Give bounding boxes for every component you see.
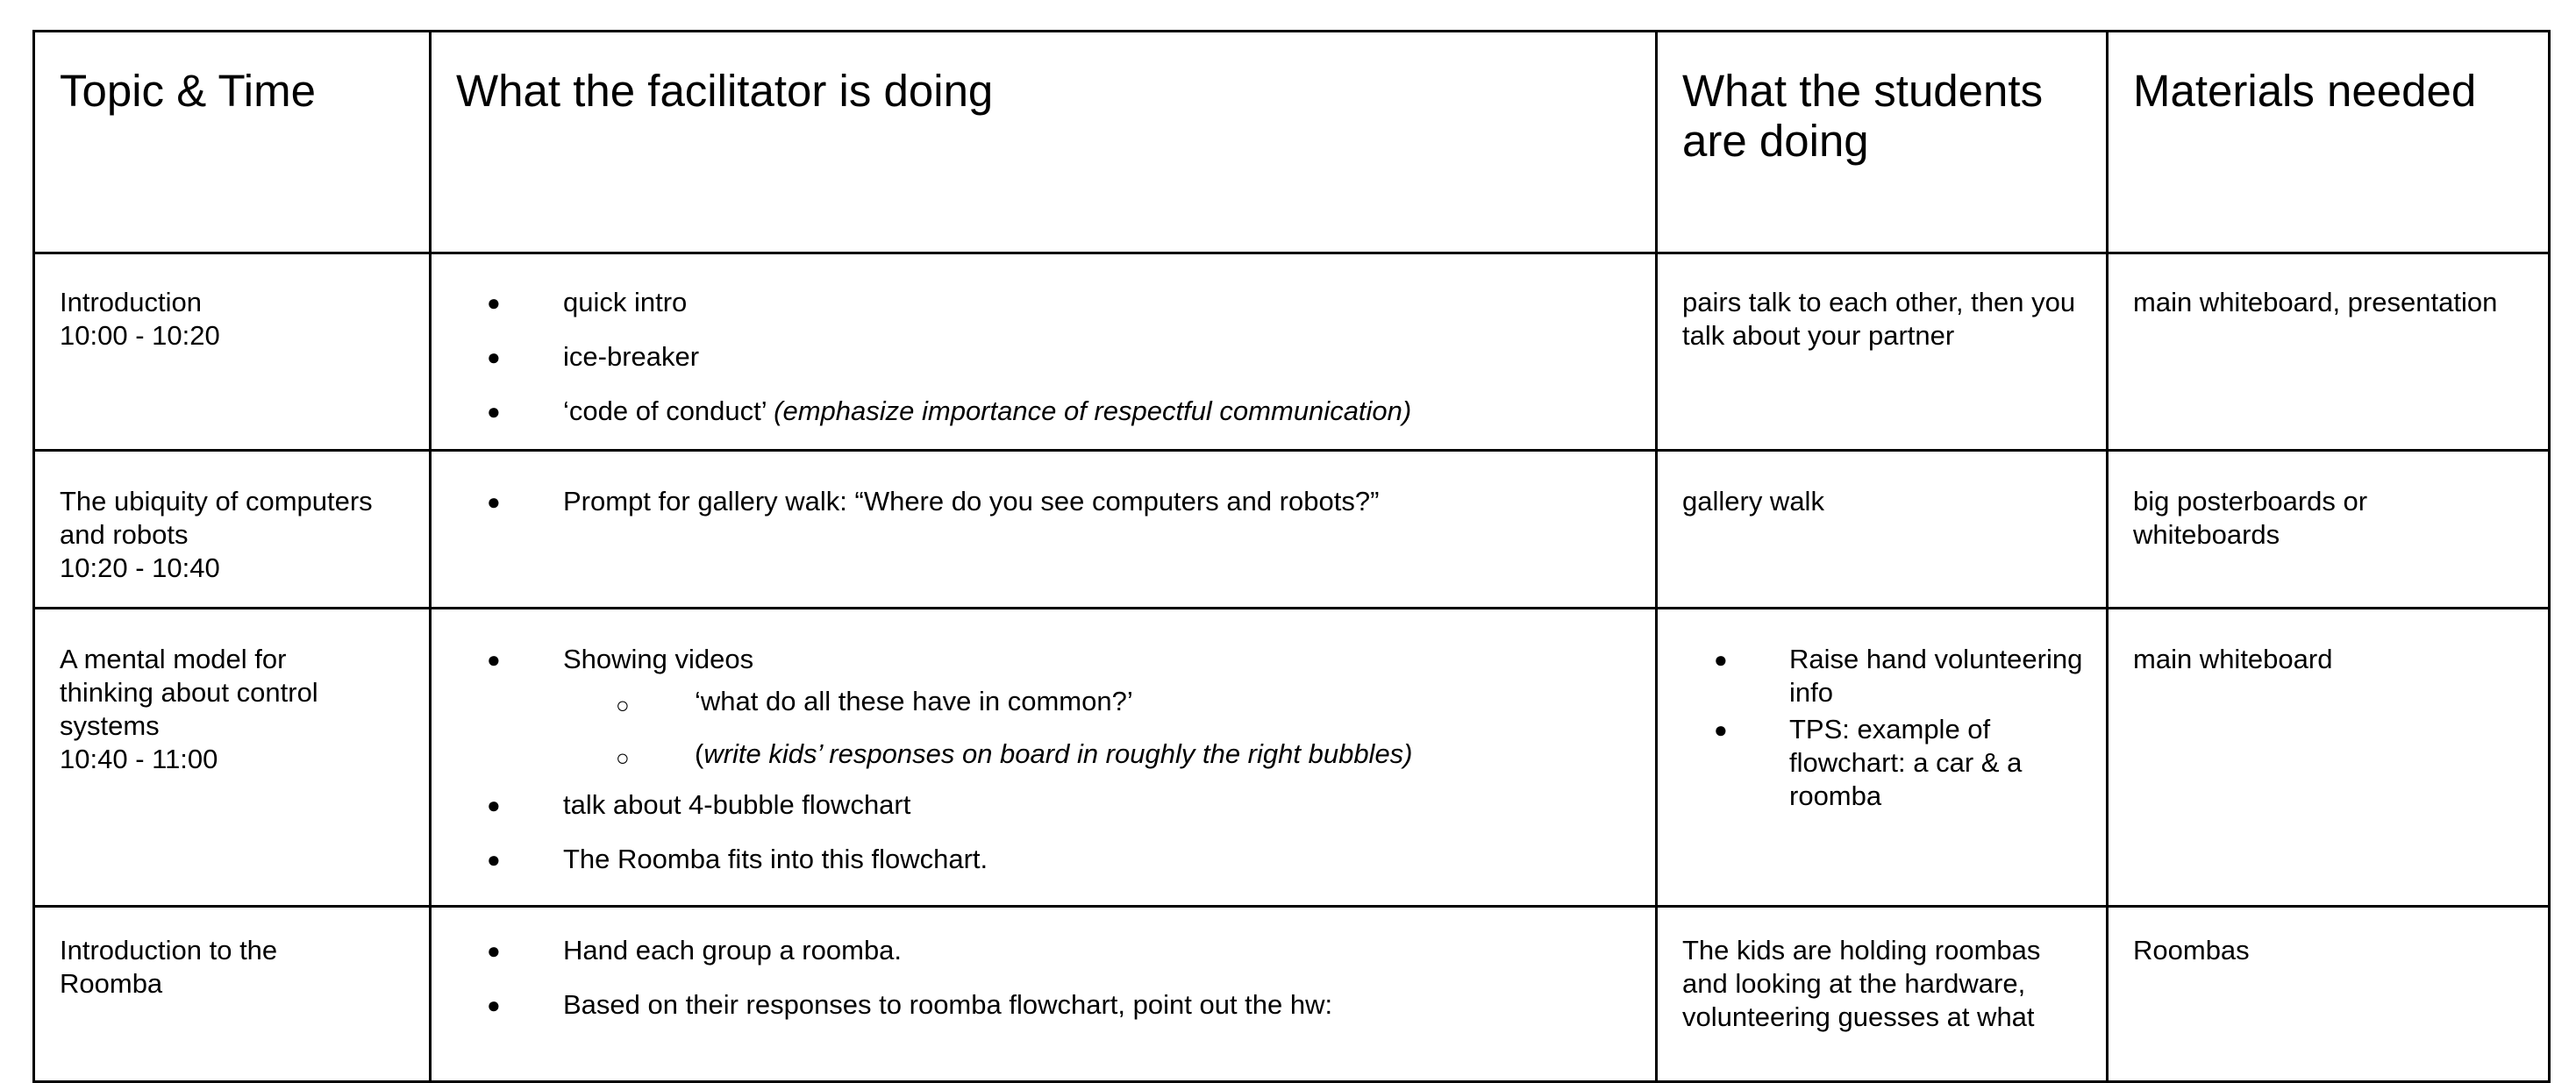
topic-title: The ubiquity of computers and robots (60, 486, 373, 550)
bullet-item: ● ice-breaker (432, 340, 1655, 374)
facilitator-cell (431, 253, 1657, 451)
topic-time: 10:40 - 11:00 (60, 744, 218, 774)
header-students: What the students are doing (1657, 32, 2108, 253)
topic-cell (34, 253, 431, 451)
bullet-item: ● talk about 4-bubble flowchart (432, 788, 1655, 822)
facilitator-cell (431, 451, 1657, 609)
bullet-text: Showing videos (563, 644, 754, 674)
bullet-item: ● Hand each group a roomba. (432, 934, 1655, 967)
header-facilitator: What the facilitator is doing (431, 32, 1657, 253)
table-row (34, 451, 2550, 609)
header-topic: Topic & Time (34, 32, 431, 253)
facilitator-cell (431, 907, 1657, 1082)
hollow-bullet-icon: ○ (616, 692, 630, 718)
bullet-item (432, 643, 1655, 676)
students-cell: gallery walk (1657, 451, 2108, 609)
topic-cell (34, 451, 431, 609)
bullet-item: ● TPS: example of flowchart: a car & a roomba (1658, 713, 2106, 813)
sub-bullet-paren: ( (695, 738, 704, 769)
bullet-item: ● The Roomba fits into this flowchart. (432, 843, 1655, 876)
materials-cell: main whiteboard, presentation (2108, 253, 2550, 451)
materials-cell: main whiteboard (2108, 609, 2550, 907)
bullet-item: ● Prompt for gallery walk: “Where do you see computers and robots?” (432, 485, 1655, 518)
topic-title: Introduction (60, 287, 202, 317)
topic-time: 10:00 - 10:20 (60, 320, 220, 351)
lesson-plan-table (32, 30, 2551, 1083)
sub-bullet-item (563, 737, 1655, 771)
bullet-item: ● Based on their responses to roomba flowchart, point out the hw: (432, 988, 1655, 1022)
header-materials: Materials needed (2108, 32, 2550, 253)
bullet-text: ‘code of conduct’ (563, 395, 767, 426)
bullet-italic-note: (emphasize importance of respectful communication) (774, 395, 1412, 426)
header-row (34, 32, 2550, 253)
topic-title: Introduction to the Roomba (60, 935, 278, 999)
bullet-item: ● Raise hand volunteering info (1658, 643, 2106, 709)
topic-cell (34, 907, 431, 1082)
topic-cell (34, 609, 431, 907)
sub-bullet-italic: write kids’ responses on board in roughly the right bubbles) (703, 738, 1413, 769)
topic-title: A mental model for thinking about control systems (60, 644, 318, 741)
table-row (34, 253, 2550, 451)
students-cell: The kids are holding roombas and looking at the hardware, volunteering guesses at what (1657, 907, 2108, 1082)
materials-cell: big posterboards or whiteboards (2108, 451, 2550, 609)
bullet-item (432, 395, 1655, 428)
topic-time: 10:20 - 10:40 (60, 552, 220, 583)
table-row (34, 609, 2550, 907)
sub-bullet-item (563, 685, 1655, 718)
materials-cell: Roombas (2108, 907, 2550, 1082)
bullet-item: ● quick intro (432, 286, 1655, 319)
students-cell: pairs talk to each other, then you talk about your partner (1657, 253, 2108, 451)
table-row (34, 907, 2550, 1082)
hollow-bullet-icon: ○ (616, 745, 630, 771)
sub-bullet-text: ‘what do all these have in common?’ (695, 686, 1133, 716)
students-cell (1657, 609, 2108, 907)
facilitator-cell (431, 609, 1657, 907)
